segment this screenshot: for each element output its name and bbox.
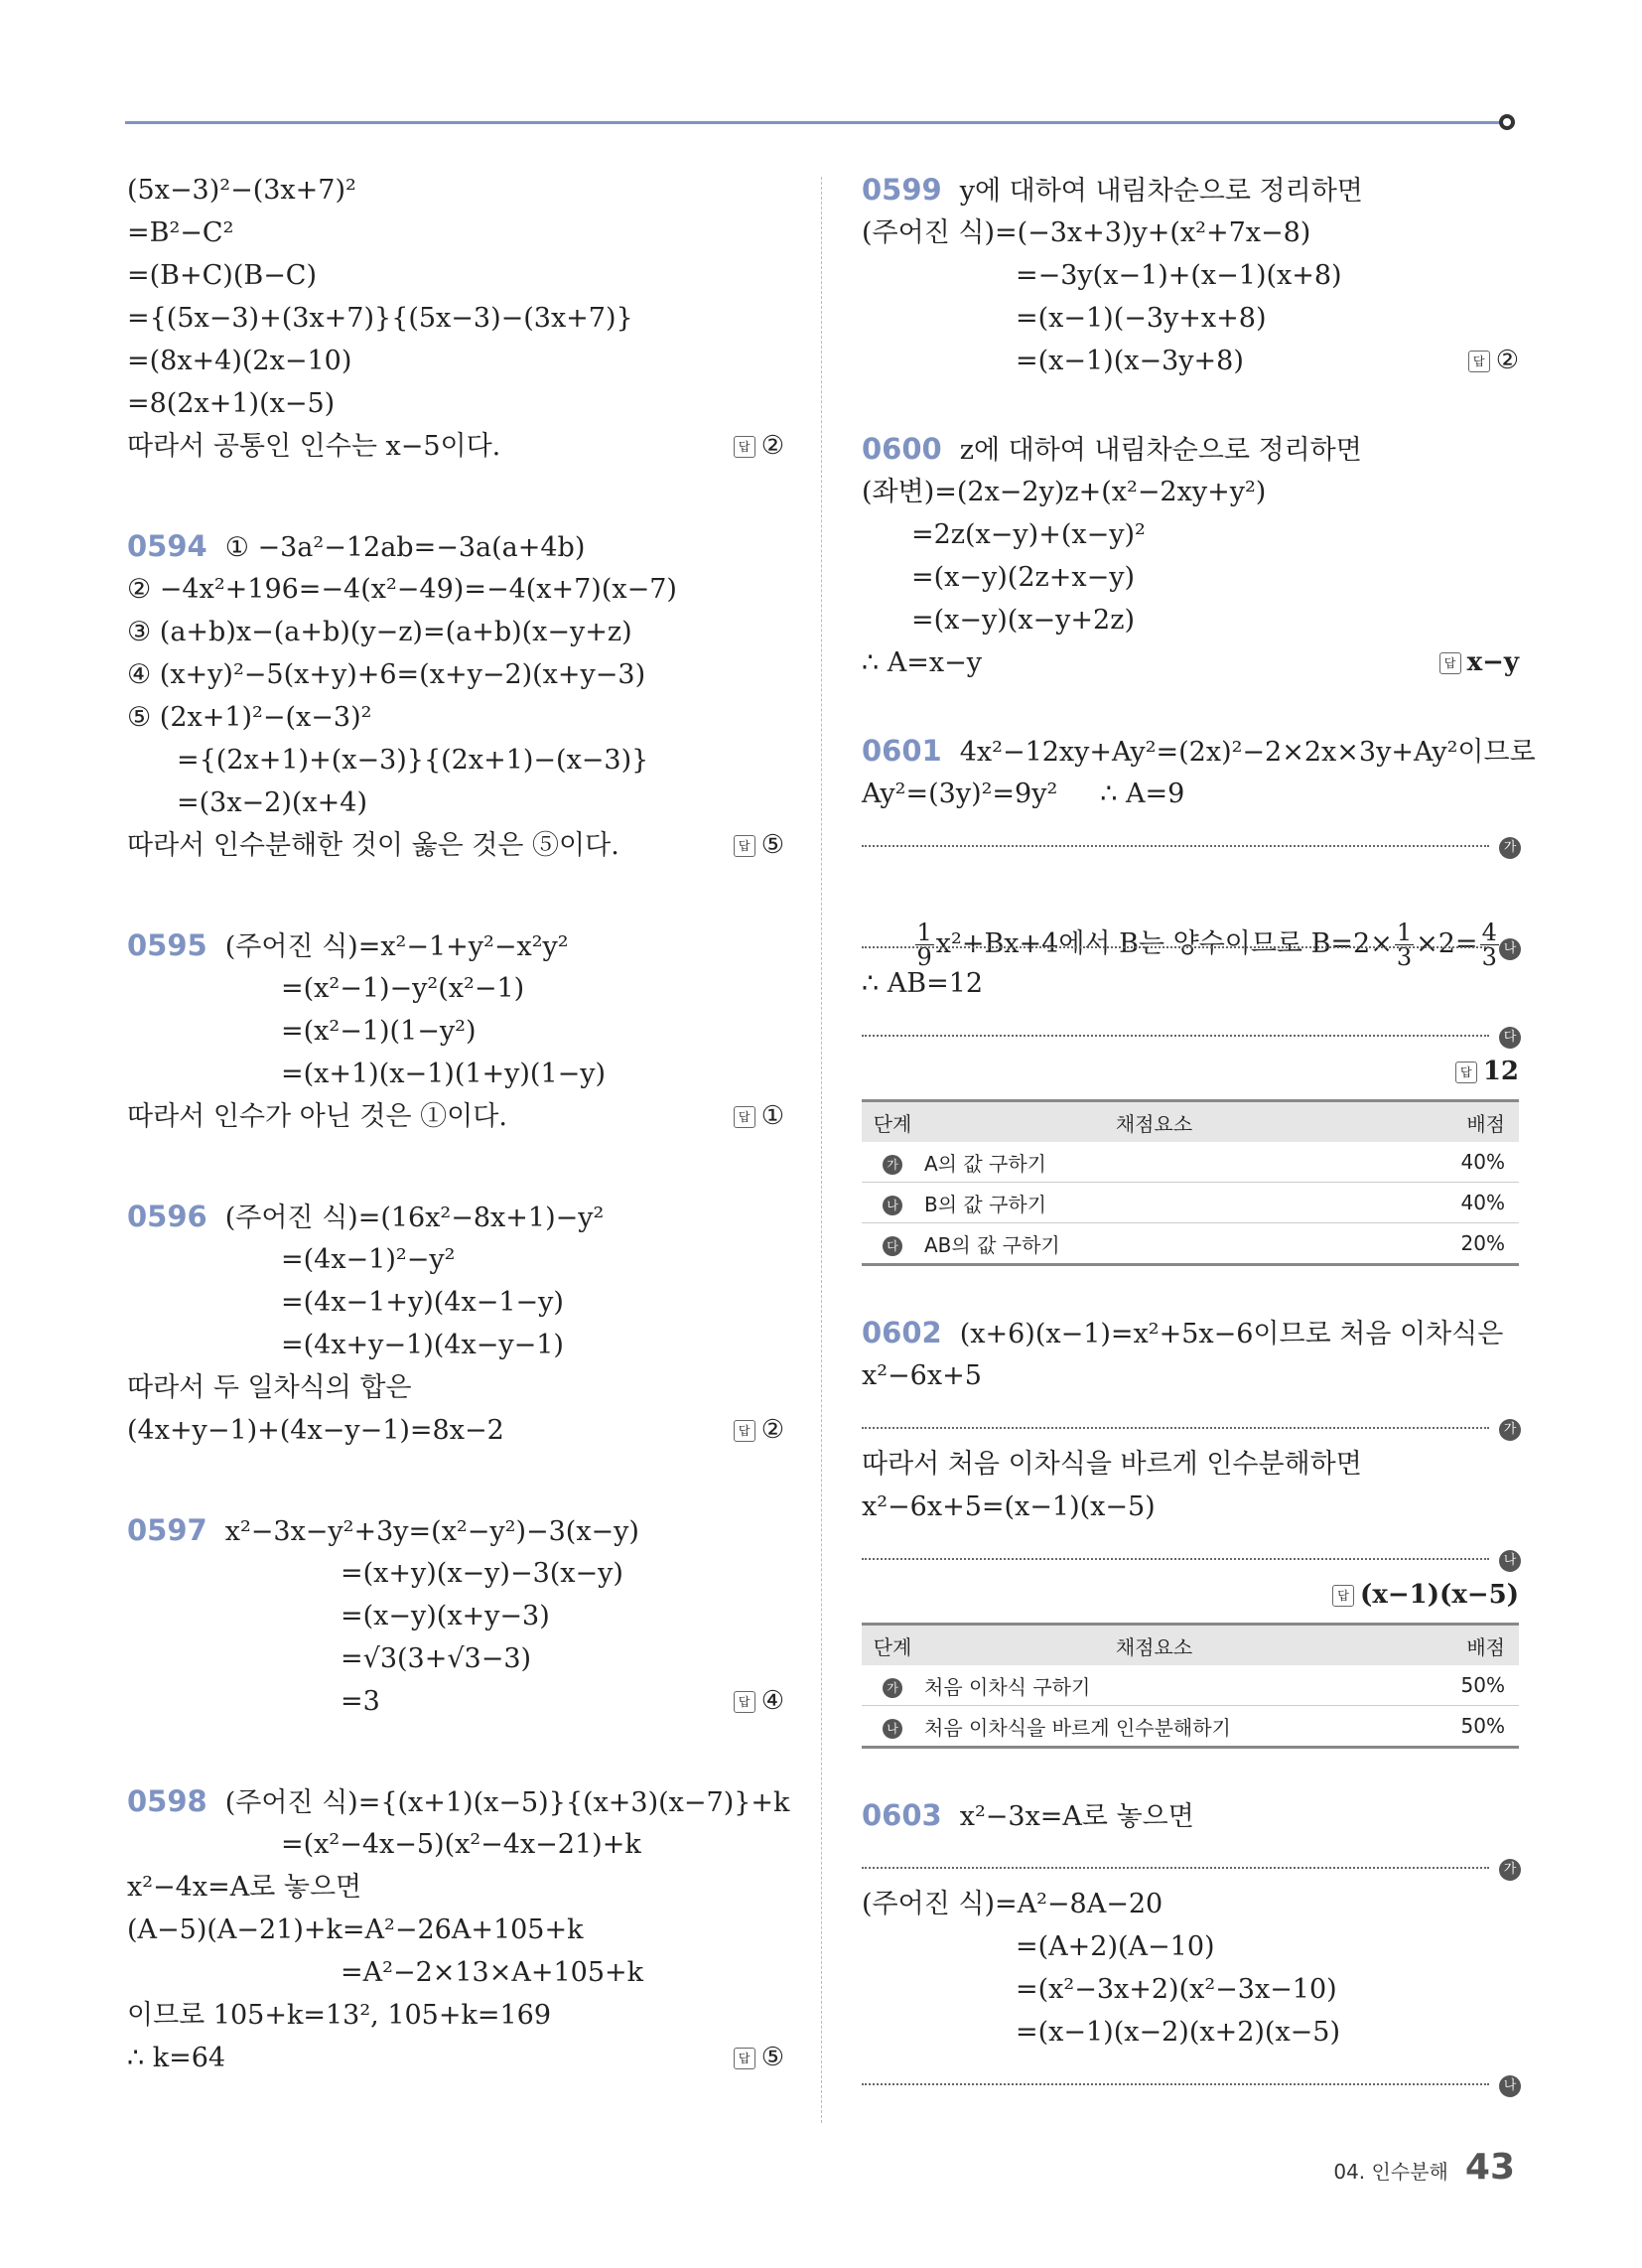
table-header: 채점요소 <box>923 1101 1385 1143</box>
solution-line: x²−6x+5=(x−1)(x−5) <box>862 1491 1156 1522</box>
solution-line: =(A+2)(A−10) <box>1016 1931 1215 1962</box>
solution-line-row <box>862 599 1519 641</box>
solution-line-row <box>127 1994 784 2037</box>
solution-line: ∴ k=64 <box>127 2043 226 2073</box>
solution-line-row <box>862 2011 1519 2054</box>
step-marker: 다 <box>1499 1027 1521 1049</box>
chapter-title: 04. 인수분해 <box>1333 2160 1448 2184</box>
solution-line: =(x²−3x+2)(x²−3x−10) <box>1016 1974 1337 2005</box>
solution-line: =√3(3+√3−3) <box>341 1643 532 1674</box>
solution-line: =(x−y)(x−y+2z) <box>911 605 1135 636</box>
answer: 답 ④ <box>734 1680 784 1723</box>
problem-number: 0600 <box>862 432 942 466</box>
table-cell: B의 값 구하기 <box>923 1183 1385 1223</box>
solution-line: =(8x+4)(2x−10) <box>127 346 352 376</box>
solution-line-row <box>127 254 784 297</box>
solution-line-row <box>127 1238 784 1281</box>
solution-line: (주어진 식)=A²−8A−20 <box>862 1889 1163 1919</box>
solution-line-row <box>862 556 1519 599</box>
problem-0599 <box>862 169 1519 382</box>
solution-line-row <box>127 924 784 967</box>
step-marker: 가 <box>1499 1419 1521 1441</box>
solution-line: ③ (a+b)x−(a+b)(y−z)=(a+b)(x−y+z) <box>127 617 632 647</box>
step-separator <box>862 815 1517 855</box>
fraction: $\frac{4}{3}$ <box>1481 919 1497 971</box>
solution-line: 따라서 인수분해한 것이 옳은 것은 ⑤이다. <box>127 830 619 861</box>
solution-line-row <box>127 1823 784 1866</box>
solution-line: ② −4x²+196=−4(x²−49)=−4(x+7)(x−7) <box>127 574 677 605</box>
solution-line: =A²−2×13×A+105+k <box>341 1957 643 1988</box>
table-cell: 40% <box>1385 1142 1519 1183</box>
problem-number: 0598 <box>127 1784 207 1818</box>
solution-line: =(x−y)(x+y−3) <box>341 1601 550 1631</box>
problem-number: 0602 <box>862 1316 942 1349</box>
solution-line-row <box>127 1951 784 1994</box>
solution-line: =2z(x−y)+(x−y)² <box>911 519 1146 550</box>
solution-line: x²−3x−y²+3y=(x²−y²)−3(x−y) <box>224 1516 639 1547</box>
solution-line-row <box>127 1595 784 1637</box>
problem-0598 <box>127 1780 790 2079</box>
step-marker: 나 <box>1499 938 1521 960</box>
answer: 답 ② <box>734 1409 784 1452</box>
solution-line-row <box>862 641 1519 684</box>
scoring-table <box>862 1099 1519 1266</box>
solution-line-row <box>127 1196 784 1238</box>
solution-line: =8(2x+1)(x−5) <box>127 388 336 419</box>
problem-0603 <box>862 1794 1519 2093</box>
step-separator <box>862 1528 1517 1568</box>
solution-line-row <box>127 1552 784 1595</box>
solution-line-row <box>127 1866 784 1909</box>
answer: 답 x−y <box>1439 641 1519 684</box>
solution-line: (5x−3)²−(3x+7)² <box>127 175 356 206</box>
problem-number: 0596 <box>127 1200 207 1233</box>
step-separator <box>862 1005 1517 1045</box>
solution-line: =(x−1)(−3y+x+8) <box>1016 303 1267 334</box>
step-marker: 나 <box>883 1719 902 1739</box>
header-rule <box>125 121 1505 124</box>
scoring-table <box>862 1623 1519 1749</box>
table-cell: 50% <box>1385 1706 1519 1748</box>
solution-line: (x+6)(x−1)=x²+5x−6이므로 처음 이차식은 <box>959 1319 1504 1349</box>
solution-line: =(x+1)(x−1)(1+y)(1−y) <box>281 1059 607 1089</box>
problem-0594 <box>127 525 784 867</box>
solution-line: ={(5x−3)+(3x+7)}{(5x−3)−(3x+7)} <box>127 303 633 334</box>
solution-line: 따라서 처음 이차식을 바르게 인수분해하면 <box>862 1449 1362 1480</box>
solution-line-row <box>127 212 784 254</box>
answer: 답 ① <box>734 1095 784 1138</box>
solution-line-row <box>127 1281 784 1324</box>
solution-line: =(x−1)(x−2)(x+2)(x−5) <box>1016 2017 1341 2048</box>
solution-line: (4x+y−1)+(4x−y−1)=8x−2 <box>127 1415 504 1446</box>
solution-line: =(3x−2)(x+4) <box>177 787 367 818</box>
column-divider <box>821 177 822 2123</box>
solution-line: ∴ A=x−y <box>862 647 982 678</box>
solution-line: 4x²−12xy+Ay²=(2x)²−2×2x×3y+Ay²이므로 <box>959 737 1536 768</box>
solution-line-row <box>862 297 1519 340</box>
solution-line: x²−6x+5 <box>862 1360 982 1391</box>
problem-0601 <box>862 730 1536 1266</box>
solution-line-row <box>127 611 784 653</box>
table-header: 단계 <box>862 1625 923 1666</box>
answer: 답 (x−1)(x−5) <box>1332 1574 1519 1617</box>
solution-line: =(B+C)(B−C) <box>127 260 318 291</box>
solution-line: (주어진 식)=(16x²−8x+1)−y² <box>224 1203 605 1233</box>
solution-line-row <box>127 2037 784 2079</box>
solution-line: ∴ AB=12 <box>862 968 984 999</box>
solution-line: =(x−y)(2z+x−y) <box>911 562 1135 593</box>
solution-line-row <box>862 513 1519 556</box>
solution-line: =(x²−1)−y²(x²−1) <box>281 973 525 1004</box>
solution-line: =(4x+y−1)(4x−y−1) <box>281 1330 564 1360</box>
step-marker: 나 <box>1499 1550 1521 1572</box>
solution-line-row <box>127 1680 784 1723</box>
solution-line: $\frac{1}{9}$ x²+Bx+4에서 B는 양수이므로 B=2× $\frac{1}{3}$ ×2= $\frac{4}{3}$ <box>916 919 1497 971</box>
problem-0600 <box>862 428 1519 684</box>
solution-line-row <box>127 297 784 340</box>
answer: 답 12 <box>1455 1051 1519 1093</box>
problem-number: 0601 <box>862 734 942 768</box>
solution-line-row <box>862 169 1519 212</box>
step-separator <box>862 1397 1517 1437</box>
solution-line-row <box>862 254 1519 297</box>
problem-0602 <box>862 1312 1519 1749</box>
answer-icon: 답 <box>734 1691 755 1713</box>
solution-line-row <box>127 1095 784 1138</box>
step-marker: 가 <box>883 1155 902 1175</box>
solution-line: =B²−C² <box>127 217 234 248</box>
solution-line-row <box>127 781 784 824</box>
solution-line: ④ (x+y)²−5(x+y)+6=(x+y−2)(x+y−3) <box>127 659 646 690</box>
table-cell: 50% <box>1385 1665 1519 1706</box>
solution-line-row <box>862 428 1519 471</box>
solution-line-row <box>127 1010 784 1053</box>
table-header: 단계 <box>862 1101 923 1143</box>
solution-line-row <box>127 1409 784 1452</box>
solution-line-row <box>862 212 1519 254</box>
solution-line-row <box>127 568 784 611</box>
solution-line-row <box>127 967 784 1010</box>
solution-line: y에 대하여 내림차순으로 정리하면 <box>959 176 1363 207</box>
solution-line: (주어진 식)=x²−1+y²−x²y² <box>224 931 569 962</box>
solution-line: z에 대하여 내림차순으로 정리하면 <box>959 435 1362 466</box>
solution-line: =(x²−4x−5)(x²−4x−21)+k <box>281 1829 641 1860</box>
left-column <box>127 169 790 2079</box>
solution-line-row <box>127 340 784 382</box>
answer-icon: 답 <box>1332 1585 1354 1607</box>
answer-icon: 답 <box>734 1106 755 1128</box>
table-row <box>862 1223 1519 1265</box>
page-footer <box>1333 2147 1515 2188</box>
solution-line-row <box>862 1925 1519 1968</box>
table-header: 채점요소 <box>923 1625 1385 1666</box>
problem-0596 <box>127 1196 784 1452</box>
solution-line: =(4x−1)²−y² <box>281 1244 456 1275</box>
solution-line-row <box>127 1780 790 1823</box>
solution-line: 따라서 두 일차식의 합은 <box>127 1372 412 1403</box>
solution-line: =3 <box>341 1686 380 1717</box>
solution-line: (주어진 식)={(x+1)(x−5)}{(x+3)(x−7)}+k <box>224 1787 790 1818</box>
solution-line-row <box>862 1968 1519 2011</box>
answer-icon: 답 <box>1455 1062 1477 1083</box>
table-header: 배점 <box>1385 1101 1519 1143</box>
answer-icon: 답 <box>734 1420 755 1442</box>
answer-icon: 답 <box>734 835 755 857</box>
step-marker: 나 <box>1499 2075 1521 2097</box>
problem-number: 0595 <box>127 928 207 962</box>
right-column <box>862 169 1536 2099</box>
solution-line: =(4x−1+y)(4x−1−y) <box>281 1287 564 1318</box>
step-separator <box>862 1837 1517 1877</box>
step-marker: 가 <box>883 1678 902 1698</box>
fraction: $\frac{1}{3}$ <box>1396 919 1413 971</box>
answer-icon: 답 <box>1468 351 1490 372</box>
table-cell: AB의 값 구하기 <box>923 1223 1385 1265</box>
solution-line: (주어진 식)=(−3x+3)y+(x²+7x−8) <box>862 217 1311 248</box>
solution-line: (A−5)(A−21)+k=A²−26A+105+k <box>127 1914 584 1945</box>
solution-line: 따라서 공통인 인수는 x−5이다. <box>127 431 501 462</box>
solution-line: x²−3x=A로 놓으면 <box>959 1801 1194 1832</box>
solution-line-row <box>127 425 784 468</box>
problem-number: 0603 <box>862 1798 942 1832</box>
solution-line-row <box>127 1909 784 1951</box>
step-marker: 다 <box>883 1236 902 1256</box>
problem-number: 0599 <box>862 173 942 207</box>
solution-line-row <box>862 1883 1519 1925</box>
solution-line: (좌변)=(2x−2y)z+(x²−2xy+y²) <box>862 477 1267 507</box>
solution-line-row <box>127 525 784 568</box>
problem-number: 0597 <box>127 1513 207 1547</box>
answer-icon: 답 <box>734 2048 755 2069</box>
problem-0597 <box>127 1509 784 1723</box>
problem-continued <box>127 169 784 468</box>
solution-line-row <box>127 169 784 212</box>
solution-line: 이므로 105+k=13², 105+k=169 <box>127 2000 551 2031</box>
step-marker: 가 <box>1499 1859 1521 1881</box>
solution-line-row <box>127 696 784 739</box>
solution-line: =(x−1)(x−3y+8) <box>1016 346 1244 376</box>
solution-line-row <box>127 1324 784 1366</box>
fraction: $\frac{1}{9}$ <box>916 919 932 971</box>
solution-line-row <box>127 382 784 425</box>
solution-line-row <box>127 739 784 781</box>
answer-icon: 답 <box>734 436 755 458</box>
page-number: 43 <box>1464 2147 1515 2188</box>
step-marker: 나 <box>883 1196 902 1215</box>
solution-line-row <box>127 824 784 867</box>
step-separator <box>862 2054 1517 2093</box>
solution-line: =(x²−1)(1−y²) <box>281 1016 477 1047</box>
table-row <box>862 1142 1519 1183</box>
solution-line: Ay²=(3y)²=9y² ∴ A=9 <box>862 779 1185 809</box>
solution-line: =−3y(x−1)+(x−1)(x+8) <box>1016 260 1342 291</box>
problem-number: 0594 <box>127 529 207 563</box>
table-cell: A의 값 구하기 <box>923 1142 1385 1183</box>
solution-line-row <box>127 653 784 696</box>
header-rule-dot <box>1499 114 1515 130</box>
solution-line: ⑤ (2x+1)²−(x−3)² <box>127 702 372 733</box>
table-header: 배점 <box>1385 1625 1519 1666</box>
answer: 답 ② <box>734 425 784 468</box>
solution-line: =(x+y)(x−y)−3(x−y) <box>341 1558 623 1589</box>
answer: 답 ⑤ <box>734 2037 784 2079</box>
solution-line: x²−4x=A로 놓으면 <box>127 1872 362 1903</box>
answer: 답 ② <box>1468 340 1519 382</box>
table-cell: 20% <box>1385 1223 1519 1265</box>
table-row <box>862 1706 1519 1748</box>
step-marker: 가 <box>1499 837 1521 859</box>
solution-line-row <box>127 1053 784 1095</box>
solution-line-row <box>862 471 1519 513</box>
solution-line: ={(2x+1)+(x−3)}{(2x+1)−(x−3)} <box>177 745 649 776</box>
solution-line-row <box>127 1637 784 1680</box>
solution-line-row <box>127 1366 784 1409</box>
table-cell: 처음 이차식 구하기 <box>923 1665 1385 1706</box>
solution-line-row <box>127 1509 784 1552</box>
solution-line-row <box>862 340 1519 382</box>
table-row <box>862 1665 1519 1706</box>
answer-icon: 답 <box>1439 652 1461 674</box>
table-cell: 처음 이차식을 바르게 인수분해하기 <box>923 1706 1385 1748</box>
solution-line: ① −3a²−12ab=−3a(a+4b) <box>224 532 586 563</box>
table-cell: 40% <box>1385 1183 1519 1223</box>
problem-0595 <box>127 924 784 1138</box>
answer: 답 ⑤ <box>734 824 784 867</box>
solution-line: 따라서 인수가 아닌 것은 ①이다. <box>127 1101 507 1132</box>
table-row <box>862 1183 1519 1223</box>
